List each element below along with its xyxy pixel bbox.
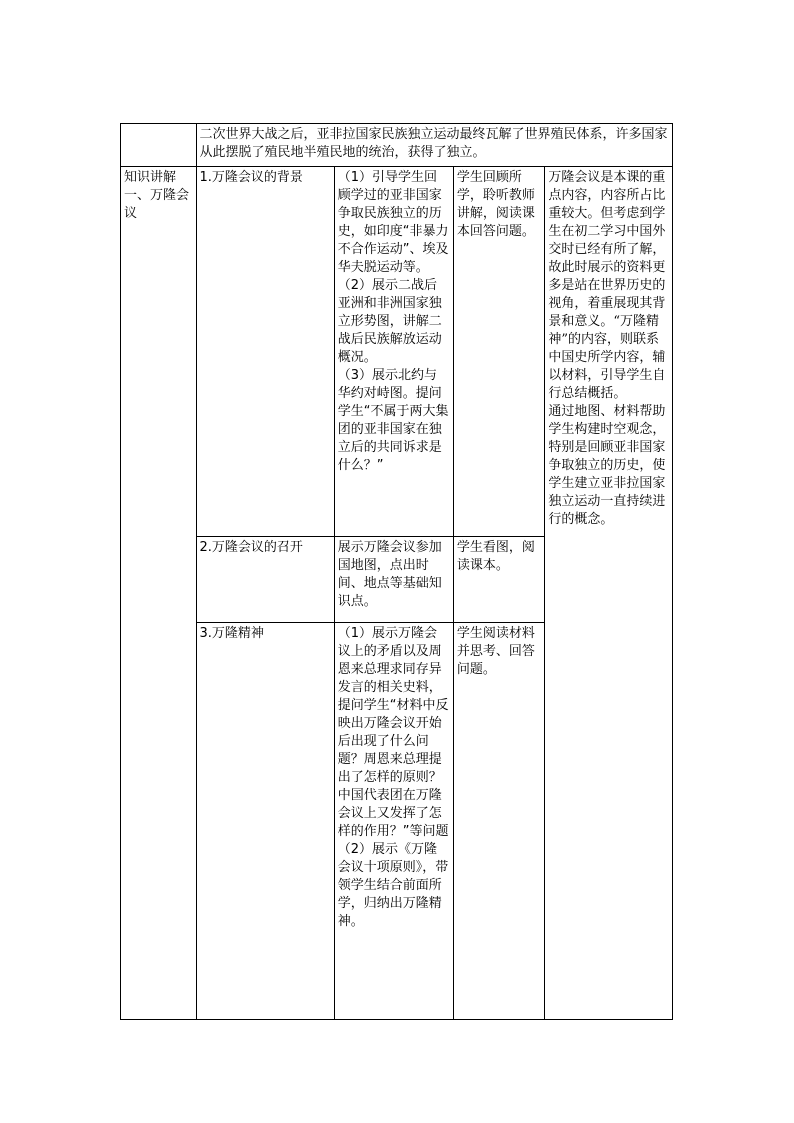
intro-text: 二次世界大战之后，亚非拉国家民族独立运动最终瓦解了世界殖民体系，许多国家从此摆脱了殖民地半殖民地的统治，获得了独立。 — [196, 124, 673, 167]
intro-row — [121, 124, 673, 167]
teacher-step: （3）展示北约与华约对峙图。提问学生“不属于两大集团的亚非国家在独立后的共同诉求是什么？” — [337, 368, 449, 473]
teacher-activity-cell — [334, 623, 453, 1020]
design-note: 万隆会议是本课的重点内容，内容所占比重较大。但考虑到学生在初二学习中国外交时已经有所了解，故此时展示的资料更多是站在世界历史的视角，着重展现其背景和意义。“万隆精神”的内容，则联系中国史所学内容，辅以材料，引导学生自行总结概括。 — [548, 170, 666, 401]
topic-cell: 2.万隆会议的召开 — [196, 537, 334, 623]
intro-blank-cell — [121, 124, 197, 167]
section-label: 知识讲解一、万隆会议 — [121, 167, 197, 1020]
lesson-plan-table — [120, 123, 673, 1020]
teacher-step: （2）展示《万隆会议十项原则》，带领学生结合前面所学，归纳出万隆精神。 — [337, 842, 449, 929]
student-activity-cell: 学生回顾所学，聆听教师讲解，阅读课本回答问题。 — [453, 167, 544, 537]
teacher-step: （2）展示二战后亚洲和非洲国家独立形势图，讲解二战后民族解放运动概况。 — [337, 278, 442, 365]
design-note: 通过地图、材料帮助学生构建时空观念，特别是回顾亚非国家争取独立的历史，使学生建立亚非拉国家独立运动一直持续进行的概念。 — [548, 404, 666, 527]
teacher-step: （1）展示万隆会议上的矛盾以及周恩来总理求同存异发言的相关史料，提问学生“材料中反映出万隆会议开始后出现了什么问题？周恩来总理提出了怎样的原则？中国代表团在万隆会议上又发挥了怎样的作用？”等问题 — [337, 626, 449, 839]
teacher-activity-cell — [334, 167, 453, 537]
student-activity-cell: 学生阅读材料并思考、回答问题。 — [453, 623, 544, 1020]
table-row — [121, 167, 673, 537]
teacher-step: 展示万隆会议参加国地图，点出时间、地点等基础知识点。 — [337, 540, 442, 609]
topic-cell: 1.万隆会议的背景 — [196, 167, 334, 537]
student-activity-cell: 学生看图，阅读课本。 — [453, 537, 544, 623]
teacher-step: （1）引导学生回顾学过的亚非国家争取民族独立的历史，如印度“非暴力不合作运动”、埃及华夫脱运动等。 — [337, 170, 449, 275]
teacher-activity-cell — [334, 537, 453, 623]
design-notes-cell — [545, 167, 673, 1020]
topic-cell: 3.万隆精神 — [196, 623, 334, 1020]
